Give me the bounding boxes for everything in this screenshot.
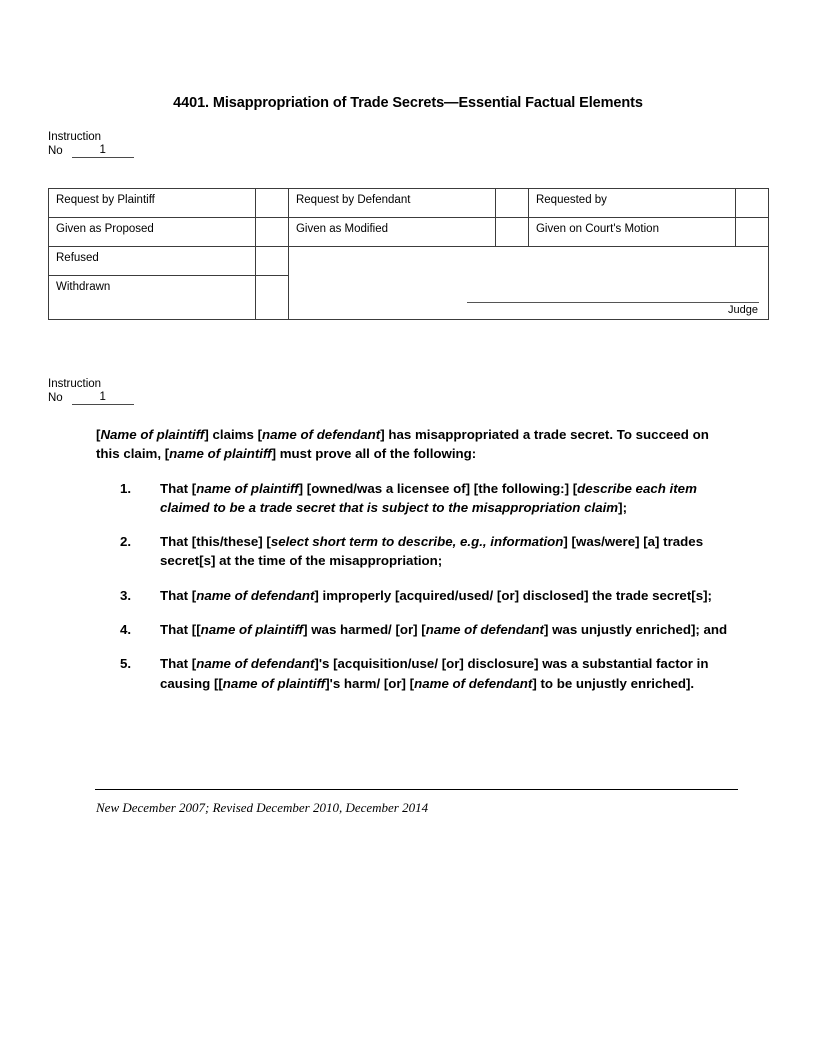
list-item-number: 5. (120, 656, 132, 672)
instruction-label-line2: No (48, 392, 63, 404)
checkbox-given-as-proposed[interactable] (255, 218, 288, 247)
cell-refused: Refused (49, 247, 256, 276)
instruction-label-line2: No (48, 145, 63, 157)
checkbox-given-as-modified[interactable] (495, 218, 528, 247)
instruction-number-top (48, 130, 134, 158)
instruction-body-text (96, 425, 736, 693)
placeholder-text: name of plaintiff (196, 480, 299, 496)
static-text: That [[ (160, 622, 201, 638)
static-text: [ (96, 427, 101, 442)
judge-signature-cell (288, 247, 768, 320)
static-text: That [ (160, 480, 197, 496)
checkbox-request-by-plaintiff[interactable] (255, 189, 288, 218)
list-item-number: 2. (120, 534, 132, 550)
static-text: ] claims [ (204, 427, 263, 442)
instruction-label-line1: Instruction (48, 378, 102, 390)
instruction-number-body (48, 377, 134, 405)
placeholder-text: Name of plaintiff (100, 427, 205, 442)
cell-requested-by: Requested by (528, 189, 735, 218)
instruction-number-field-top[interactable]: 1 (72, 144, 134, 158)
judge-label: Judge (728, 304, 758, 316)
cell-given-on-courts-motion: Given on Court's Motion (528, 218, 735, 247)
static-text: ]'s harm/ [or] [ (325, 675, 415, 691)
placeholder-text: name of defendant (262, 427, 381, 442)
static-text: ]; (618, 499, 627, 515)
static-text: ] to be unjustly enriched]. (532, 675, 695, 691)
disposition-table (48, 188, 769, 320)
placeholder-text: name of defendant (414, 675, 533, 691)
placeholder-text: select short term to describe, e.g., information (270, 534, 564, 550)
elements-list (96, 479, 736, 693)
static-text: That [this/these] [ (160, 534, 271, 550)
cell-request-by-plaintiff: Request by Plaintiff (49, 189, 256, 218)
static-text: That [ (160, 656, 197, 672)
judge-signature-area (467, 302, 759, 316)
cell-given-as-modified: Given as Modified (288, 218, 495, 247)
list-item-number: 1. (120, 480, 132, 496)
checkbox-request-by-defendant[interactable] (495, 189, 528, 218)
checkbox-withdrawn[interactable] (255, 276, 288, 320)
cell-given-as-proposed: Given as Proposed (49, 218, 256, 247)
static-text: ] must prove all of the following: (271, 446, 477, 462)
list-item (96, 532, 740, 571)
table-row (49, 218, 769, 247)
checkbox-refused[interactable] (255, 247, 288, 276)
static-text: ]'s [acquisition/use/ [or] disclosure] was a substantial factor in causing [[ (160, 656, 709, 691)
table-row (49, 247, 769, 276)
placeholder-text: describe each item claimed to be a trade secret that is subject to the misappropriation claim (160, 480, 697, 515)
footer-divider (95, 789, 738, 790)
static-text: ] [was/were] [a] trades secret[s] at the time of the misappropriation; (160, 534, 704, 569)
static-text: ] was harmed/ [or] [ (303, 622, 426, 638)
list-item (96, 586, 740, 605)
instruction-number-field-body[interactable]: 1 (72, 391, 134, 405)
static-text: ] has misappropriated a trade secret. To succeed on this claim, [ (96, 427, 709, 462)
list-item (96, 620, 740, 639)
checkbox-given-on-courts-motion[interactable] (735, 218, 768, 247)
list-item (96, 654, 740, 693)
cell-request-by-defendant: Request by Defendant (288, 189, 495, 218)
checkbox-requested-by[interactable] (735, 189, 768, 218)
static-text: That [ (160, 587, 197, 603)
instruction-label-line1: Instruction (48, 131, 102, 143)
revision-history: New December 2007; Revised December 2010, December 2014 (96, 800, 429, 815)
page-title: 4401. Misappropriation of Trade Secrets—Essential Factual Elements (173, 95, 643, 111)
list-item-number: 3. (120, 587, 132, 603)
placeholder-text: name of defendant (196, 587, 315, 603)
static-text: ] [owned/was a licensee of] [the following:] [ (298, 480, 578, 496)
placeholder-text: name of defendant (425, 622, 544, 638)
list-item (96, 479, 740, 518)
table-row (49, 189, 769, 218)
static-text: ] was unjustly enriched]; and (543, 622, 728, 638)
lead-paragraph (96, 425, 724, 464)
placeholder-text: name of plaintiff (200, 622, 304, 638)
placeholder-text: name of defendant (196, 656, 315, 672)
list-item-number: 4. (120, 622, 132, 638)
cell-withdrawn: Withdrawn (49, 276, 256, 320)
static-text: ] improperly [acquired/used/ [or] disclosed] the trade secret[s]; (314, 587, 712, 603)
placeholder-text: name of plaintiff (169, 446, 272, 462)
placeholder-text: name of plaintiff (222, 675, 326, 691)
